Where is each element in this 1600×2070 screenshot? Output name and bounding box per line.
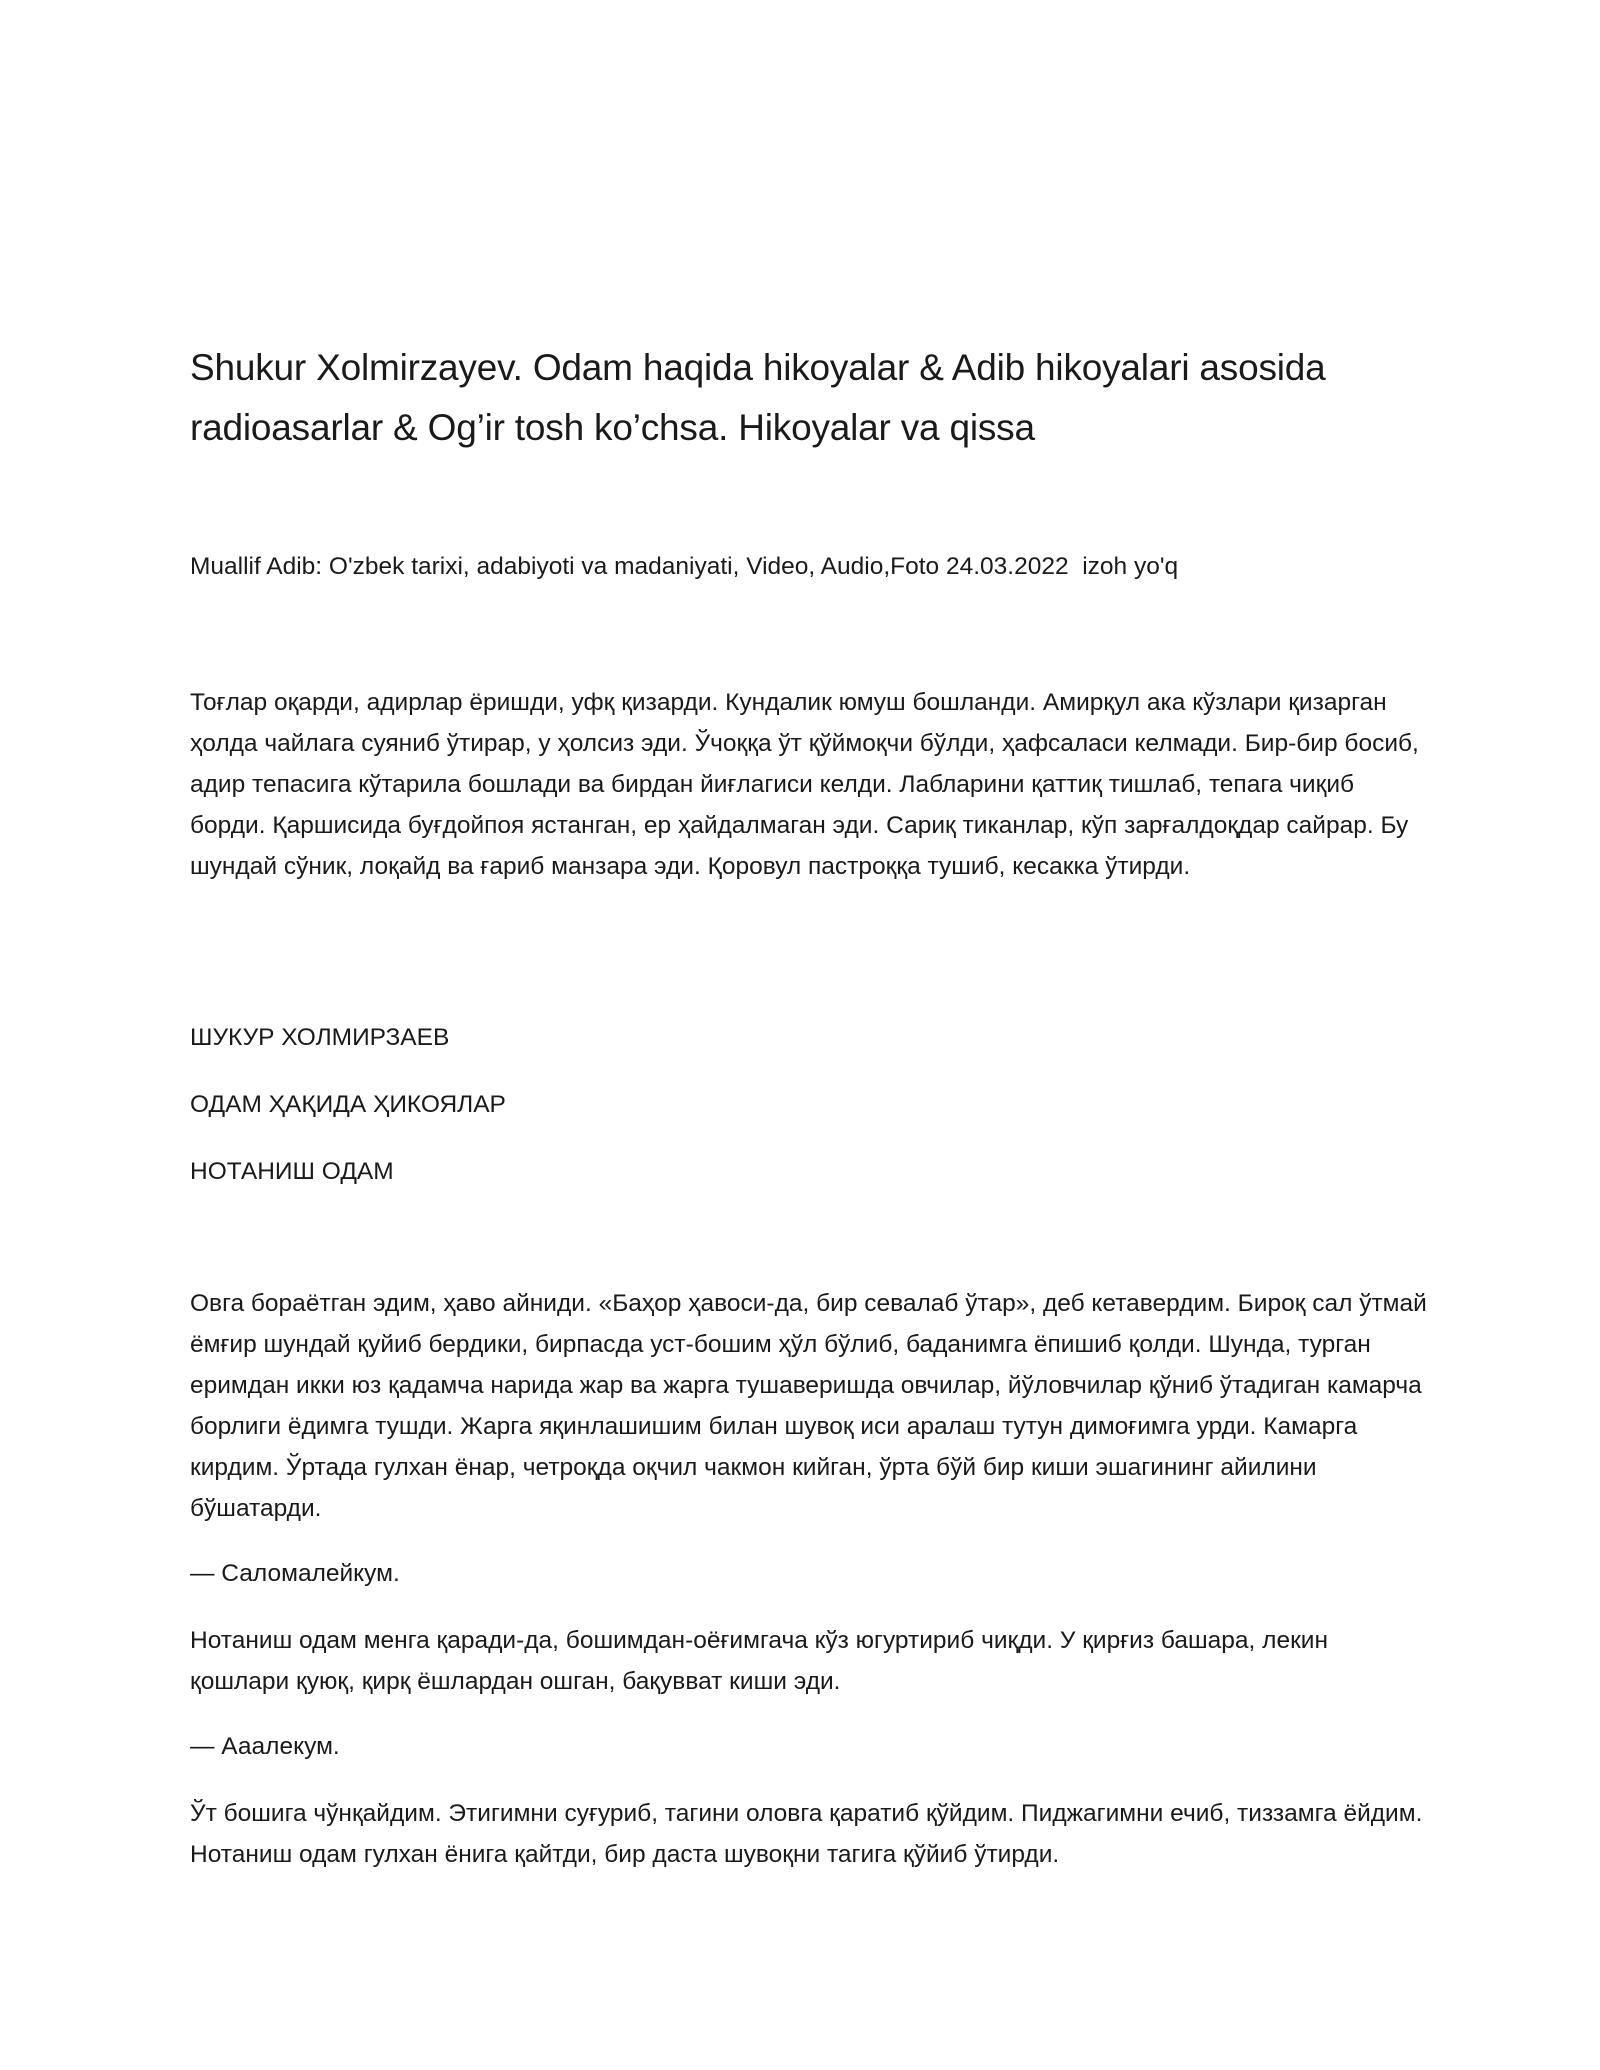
collection-heading: ОДАМ ҲАҚИДА ҲИКОЯЛАР — [190, 1091, 506, 1118]
dialogue-line: — Саломалейкум. — [190, 1560, 400, 1587]
author-heading: ШУКУР ХОЛМИРЗАЕВ — [190, 1024, 450, 1051]
story-heading: НОТАНИШ ОДАМ — [190, 1158, 394, 1185]
story-paragraph: Нотаниш одам менга қаради-да, бошимдан-оёғимгача кўз югуртириб чиқди. У қирғиз башара, лекин қошлари қуюқ, қирқ ёшлардан ошган, бақувват киши эди. — [190, 1627, 1329, 1695]
intro-paragraph: Тоғлар оқарди, адирлар ёришди, уфқ қизарди. Кундалик юмуш бошланди. Амирқул ака кўзлари қизарган ҳолда чайлага суяниб ўтирар, у ҳолсиз эди. Ўчоққа ўт қўймоқчи бўлди, ҳафсаласи келмади. Бир-бир босиб, адир тепасига кўтарила бошлади ва бирдан йиғлагиси келди. Лабларини қаттиқ тишлаб, тепага чиқиб борди. Қаршисида буғдойпоя ястанган, ер ҳайдалмаган эди. Сариқ тиканлар, кўп зарғалдоқдар сайрар. Бу шундай сўник, лоқайд ва ғариб манзара эди. Қоровул пастроққа тушиб, кесакка ўтирди. — [190, 689, 1419, 880]
dialogue-line: — Ааалекум. — [190, 1733, 340, 1760]
story-paragraph: Овга бораётган эдим, ҳаво айниди. «Баҳор ҳавоси-да, бир севалаб ўтар», деб кетавердим. Бироқ сал ўтмай ёмғир шундай қуйиб бердики, бирпасда уст-бошим ҳўл бўлиб, баданимга ёпишиб қолди. Шунда, турган еримдан икки юз қадамча нарида жар ва жарга тушаверишда овчилар, йўловчилар қўниб ўтадиган камарча борлиги ёдимга тушди. Жарга яқинлашишим билан шувоқ иси аралаш тутун димоғимга урди. Камарга кирдим. Ўртада гулхан ёнар, четроқда оқчил чакмон кийган, ўрта бўй бир киши эшагининг айилини бўшатарди. — [190, 1290, 1427, 1522]
story-paragraph: Ўт бошига чўнқайдим. Этигимни суғуриб, тагини оловга қаратиб қўйдим. Пиджагимни ечиб, тиззамга ёйдим. Нотаниш одам гулхан ёнига қайтди, бир даста шувоқни тагига қўйиб ўтирди. — [190, 1800, 1423, 1868]
document-title: Shukur Xolmirzayev. Odam haqida hikoyalar & Adib hikoyalari asosida radioasarlar & Og’ir tosh ko’chsa. Hikoyalar va qissa — [190, 347, 1326, 448]
post-meta: Muallif Adib: O'zbek tarixi, adabiyoti va madaniyati, Video, Audio,Foto 24.03.2022 izoh yo'q — [190, 553, 1179, 580]
